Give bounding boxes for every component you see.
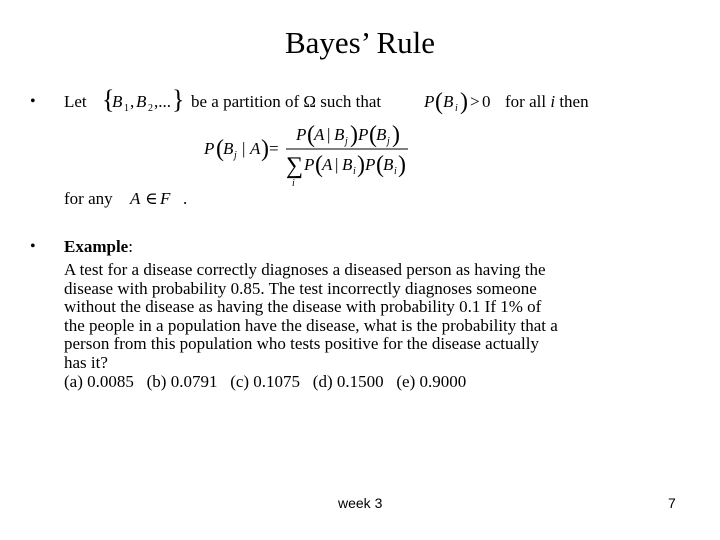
- footer-week: week 3: [338, 495, 383, 511]
- example-line: has it?: [64, 352, 108, 372]
- num-p2: P: [358, 125, 369, 144]
- den-paren1-close: ): [357, 152, 365, 178]
- for-all-text: for all: [505, 92, 547, 111]
- num-sub-j2: j: [387, 136, 390, 147]
- example-heading: [64, 237, 133, 257]
- num-sub-j1: j: [345, 136, 348, 147]
- var-b: B: [443, 92, 454, 111]
- num-paren1-close: ): [350, 122, 358, 148]
- example-line: disease with probability 0.85. The test incorrectly diagnoses someone: [64, 278, 537, 298]
- answer-choices: (a) 0.0085 (b) 0.0791 (c) 0.1075 (d) 0.1500 (e) 0.9000: [64, 371, 467, 391]
- num-p1: P: [296, 125, 307, 144]
- lhs-sub-j: j: [234, 150, 237, 161]
- var-b2: B: [136, 92, 147, 111]
- slide-title: Bayes’ Rule: [284, 25, 436, 60]
- comma-1: ,: [130, 92, 135, 111]
- example-line: the people in a population have the disease, what is the probability that a: [64, 315, 558, 335]
- event-in-field-formula: [128, 183, 188, 211]
- lhs-paren-open: (: [216, 136, 224, 162]
- prob-p: P: [424, 92, 435, 111]
- den-paren2-open: (: [376, 152, 384, 178]
- bayes-formula: [200, 118, 420, 190]
- example-body: [64, 261, 684, 391]
- then-text: then: [559, 92, 589, 111]
- for-any-text: for any: [64, 189, 113, 208]
- i-variable: i: [550, 92, 556, 111]
- den-sub-i1: i: [353, 166, 356, 177]
- example-line: person from this population who tests positive for the disease actually: [64, 334, 539, 354]
- var-f: F: [160, 189, 171, 208]
- lhs-b: B: [223, 139, 234, 158]
- num-paren2-close: ): [392, 122, 400, 148]
- paren-open: (: [435, 89, 443, 115]
- element-of: ∈: [145, 189, 158, 208]
- left-brace: {: [102, 85, 115, 114]
- lhs-bar: |: [242, 139, 246, 158]
- num-b2: B: [376, 125, 387, 144]
- paren-close: ): [460, 89, 468, 115]
- num-a: A: [314, 125, 325, 144]
- example-line: without the disease as having the disease with probability 0.1 If 1% of: [64, 297, 542, 317]
- page-number: 7: [668, 495, 676, 511]
- den-sub-i2: i: [394, 166, 397, 177]
- bullet-marker-2: •: [30, 238, 36, 255]
- comma-dots: ,...: [154, 92, 171, 111]
- den-paren2-close: ): [398, 152, 406, 178]
- partition-set-formula: [100, 84, 186, 118]
- period: .: [183, 189, 188, 208]
- den-bar: |: [335, 155, 339, 174]
- var-a: A: [130, 189, 141, 208]
- right-brace: }: [172, 85, 185, 114]
- sub-1: 1: [124, 103, 129, 114]
- den-paren1-open: (: [315, 152, 323, 178]
- den-b2: B: [383, 155, 394, 174]
- den-b1: B: [342, 155, 353, 174]
- den-p1: P: [304, 155, 315, 174]
- partition-text: be a partition of Ω such that: [191, 92, 382, 111]
- den-p2: P: [365, 155, 376, 174]
- sum-index: i: [292, 178, 295, 189]
- sub-2: 2: [148, 103, 153, 114]
- for-all-line: [505, 92, 589, 112]
- lhs-p: P: [204, 139, 215, 158]
- greater-than: >: [470, 92, 480, 111]
- sum-symbol: ∑: [286, 153, 304, 179]
- num-b1: B: [334, 125, 345, 144]
- num-paren1-open: (: [307, 122, 315, 148]
- example-label: Example: [64, 237, 129, 256]
- prob-positive-formula: [422, 84, 502, 118]
- let-text: Let: [64, 92, 87, 111]
- den-a: A: [322, 155, 333, 174]
- var-b1: B: [112, 92, 123, 111]
- example-colon: :: [128, 237, 133, 256]
- num-paren2-open: (: [369, 122, 377, 148]
- sub-i: i: [455, 103, 458, 114]
- num-bar: |: [327, 125, 331, 144]
- equals-sign: =: [269, 139, 279, 158]
- zero: 0: [482, 92, 491, 111]
- example-line: A test for a disease correctly diagnoses a diseased person as having the: [64, 260, 546, 279]
- lhs-paren-close: ): [261, 136, 269, 162]
- lhs-a: A: [250, 139, 261, 158]
- bullet-marker: •: [30, 93, 36, 110]
